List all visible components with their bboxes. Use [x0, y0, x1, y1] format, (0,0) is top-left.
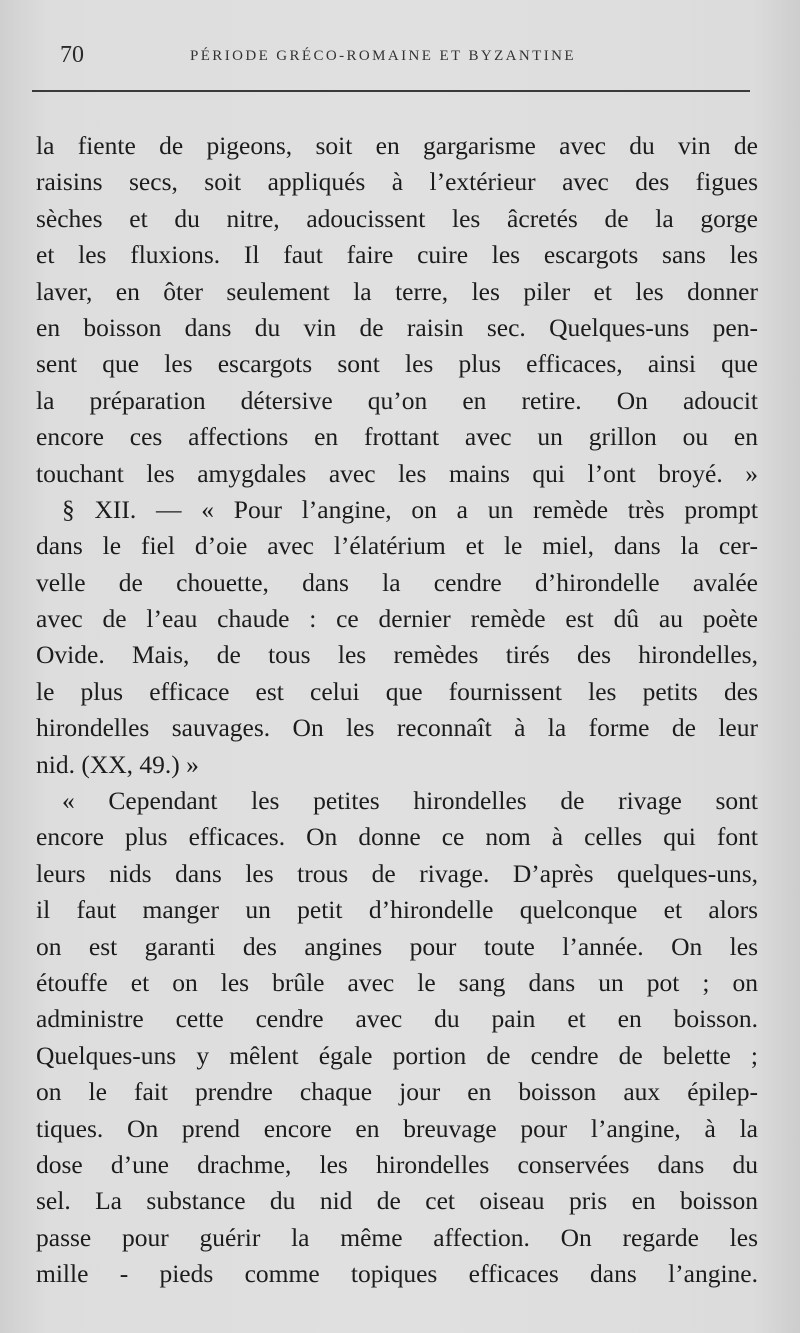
page-header: [30, 42, 750, 82]
text-line: Ovide. Mais, de tous les remèdes tirés des hirondelles,: [36, 640, 758, 670]
text-line: tiques. On prend encore en breuvage pour l’angine, à la: [36, 1113, 758, 1143]
text-line: il faut manger un petit d’hirondelle quelconque et alors: [36, 895, 758, 925]
text-line: sent que les escargots sont les plus efficaces, ainsi que: [36, 349, 758, 379]
text-line: avec de l’eau chaude : ce dernier remède est dû au poète: [36, 604, 758, 634]
text-line: dans le fiel d’oie avec l’élatérium et le miel, dans la cer-: [36, 531, 758, 561]
text-line: hirondelles sauvages. On les reconnaît à la forme de leur: [36, 713, 758, 743]
text-line: leurs nids dans les trous de rivage. D’après quelques-uns,: [36, 858, 758, 888]
text-line: laver, en ôter seulement la terre, les piler et les donner: [36, 276, 758, 306]
text-line: mille - pieds comme topiques efficaces dans l’angine.: [36, 1259, 758, 1289]
text-line: nid. (XX, 49.) »: [36, 749, 199, 779]
text-line: velle de chouette, dans la cendre d’hirondelle avalée: [36, 567, 758, 597]
text-line: encore ces affections en frottant avec un grillon ou en: [36, 422, 758, 452]
text-line: en boisson dans du vin de raisin sec. Quelques-uns pen-: [36, 312, 758, 342]
text-line: on le fait prendre chaque jour en boisson aux épilep-: [36, 1077, 758, 1107]
text-line: encore plus efficaces. On donne ce nom à celles qui font: [36, 822, 758, 852]
text-line: la fiente de pigeons, soit en gargarisme avec du vin de: [36, 131, 758, 160]
text-line: administre cette cendre avec du pain et en boisson.: [36, 1004, 758, 1034]
text-line: le plus efficace est celui que fournissent les petits des: [36, 676, 758, 706]
text-line: touchant les amygdales avec les mains qui l’ont broyé. »: [36, 458, 758, 488]
text-line: la préparation détersive qu’on en retire. On adoucit: [36, 385, 758, 415]
text-line: raisins secs, soit appliqués à l’extérieur avec des figues: [36, 167, 758, 197]
body-text: [36, 128, 758, 1293]
text-line: Quelques-uns y mêlent égale portion de cendre de belette ;: [36, 1040, 758, 1070]
text-line: on est garanti des angines pour toute l’année. On les: [36, 931, 758, 961]
text-line: sel. La substance du nid de cet oiseau pris en boisson: [36, 1186, 758, 1216]
text-line: « Cependant les petites hirondelles de rivage sont: [62, 786, 758, 816]
header-rule: [32, 90, 750, 92]
text-line: dose d’une drachme, les hirondelles conservées dans du: [36, 1149, 758, 1179]
text-line: étouffe et on les brûle avec le sang dans un pot ; on: [36, 967, 758, 997]
text-line: sèches et du nitre, adoucissent les âcretés de la gorge: [36, 203, 758, 233]
text-line: passe pour guérir la même affection. On regarde les: [36, 1222, 758, 1252]
text-line: § XII. — « Pour l’angine, on a un remède très prompt: [62, 494, 758, 524]
running-title: PÉRIODE GRÉCO-ROMAINE ET BYZANTINE: [190, 48, 576, 64]
text-line: et les fluxions. Il faut faire cuire les escargots sans les: [36, 240, 758, 270]
page-number: 70: [60, 42, 84, 68]
